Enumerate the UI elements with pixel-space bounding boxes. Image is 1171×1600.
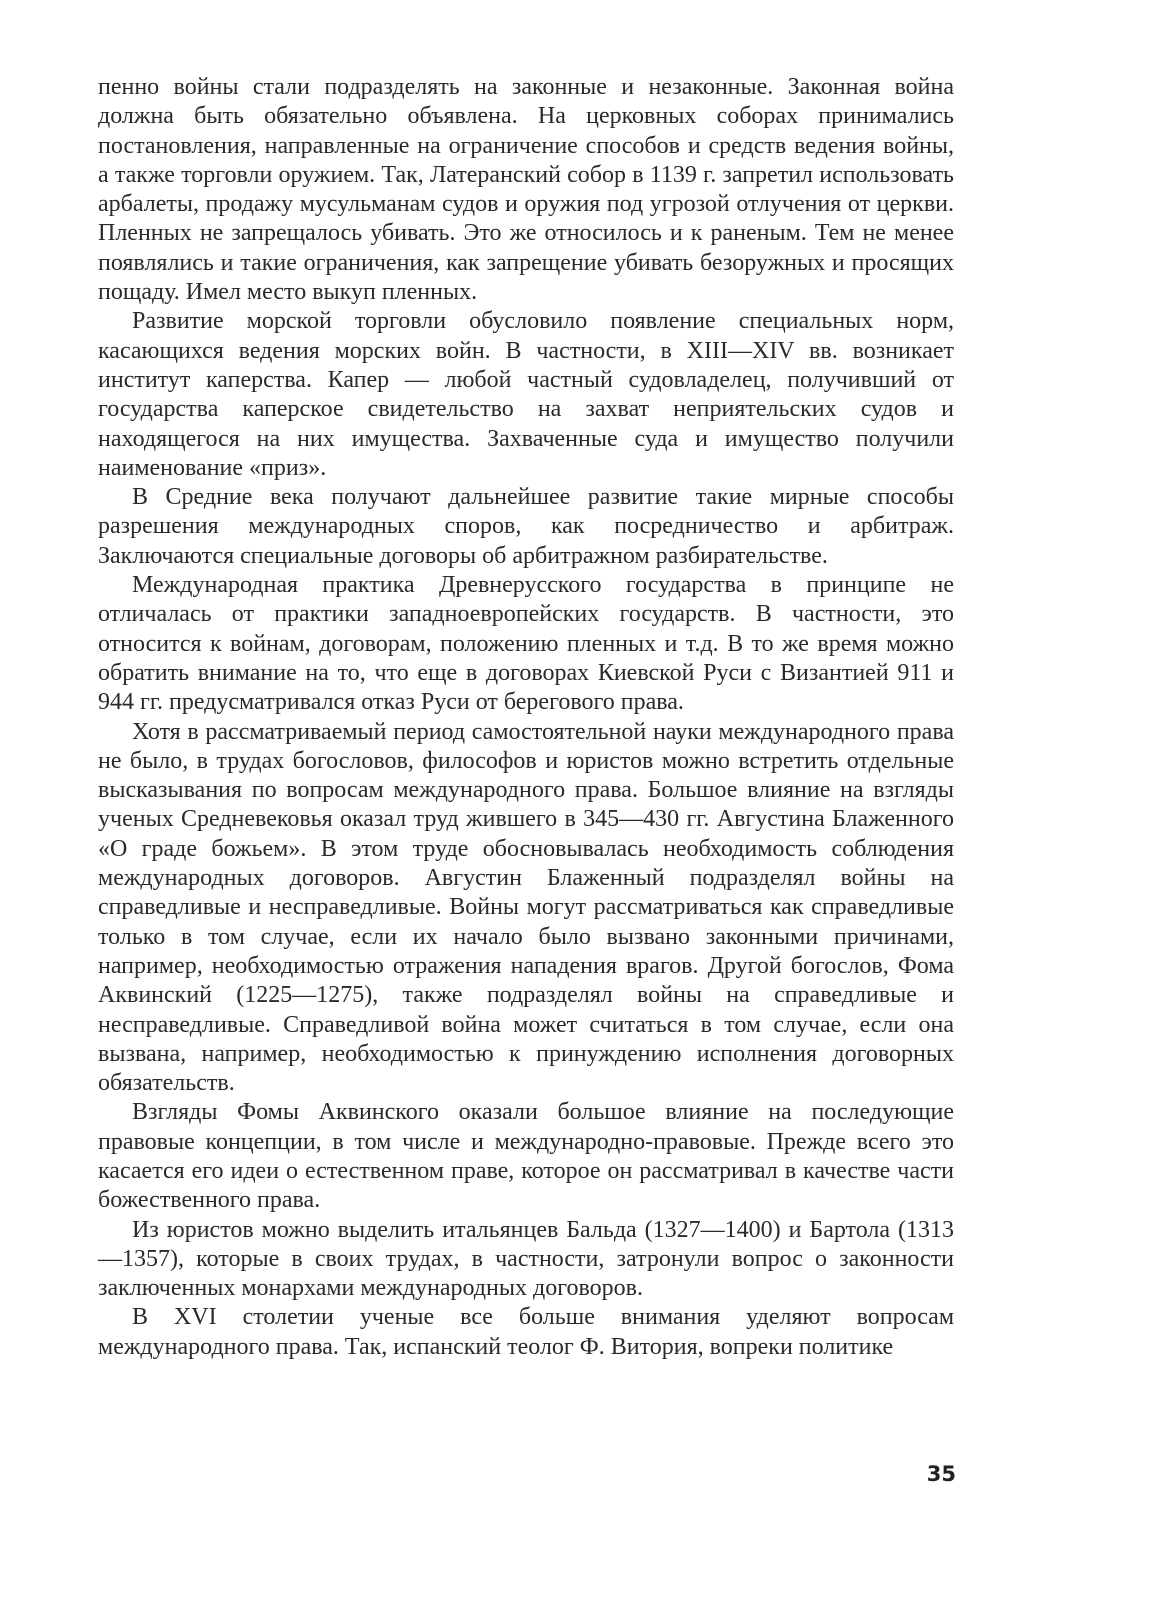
page-body — [98, 73, 954, 1362]
paragraph-6: Взгляды Фомы Аквинского оказали большое влияние на последующие правовые концепции, в том числе и международно-правовые. Прежде всего это касается его идеи о естественном праве, которое он рассматривал в качестве части божественного права. — [98, 1099, 954, 1214]
page-number: 35 — [926, 1462, 956, 1486]
paragraph-2: Развитие морской торговли обусловило появление специальных норм, касающихся ведения морских войн. В частности, в XIII—XIV вв. возникает институт каперства. Капер — любой частный судовладелец, получивший от государства каперское свидетельство на захват неприятельских судов и находящегося на них имущества. Захваченные суда и имущество получили наименование «приз». — [98, 308, 954, 481]
paragraph-4: Международная практика Древнерусского государства в принципе не отличалась от практики западноевропейских государств. В частности, это относится к войнам, договорам, положению пленных и т.д. В то же время можно обратить внимание на то, что еще в договорах Киевской Руси с Византией 911 и 944 гг. предусматривался отказ Руси от берегового права. — [98, 572, 954, 716]
paragraph-7: Из юристов можно выделить итальянцев Бальда (1327—1400) и Бартола (1313—1357), которые в своих трудах, в частности, затронули вопрос о законности заключенных монархами международных договоров. — [98, 1216, 954, 1302]
paragraph-1: пенно войны стали подразделять на законные и незаконные. Законная война должна быть обязательно объявлена. На церковных соборах принимались постановления, направленные на ограничение способов и средств ведения войны, а также торговли оружием. Так, Латеранский собор в 1139 г. запретил использовать арбалеты, продажу мусульманам судов и оружия под угрозой отлучения от церкви. Пленных не запрещалось убивать. Это же относилось и к раненым. Тем не менее появлялись и такие ограничения, как запрещение убивать безоружных и просящих пощаду. Имел место выкуп пленных. — [98, 74, 954, 306]
paragraph-5: Хотя в рассматриваемый период самостоятельной науки международного права не было, в трудах богословов, философов и юристов можно встретить отдельные высказывания по вопросам международного права. Большое влияние на взгляды ученых Средневековья оказал труд жившего в 345—430 гг. Августина Блаженного «О граде божьем». В этом труде обосновывалась необходимость соблюдения международных договоров. Августин Блаженный подразделял войны на справедливые и несправедливые. Войны могут рассматриваться как справедливые только в том случае, если их начало было вызвано законными причинами, например, необходимостью отражения нападения врагов. Другой богослов, Фома Аквинский (1225—1275), также подразделял войны на справедливые и несправедливые. Справедливой война может считаться в том случае, если она вызвана, например, необходимостью к принуждению исполнения договорных обязательств. — [98, 718, 954, 1097]
paragraph-3: В Средние века получают дальнейшее развитие такие мирные способы разрешения международных споров, как посредничество и арбитраж. Заключаются специальные договоры об арбитражном разбирательстве. — [98, 484, 954, 569]
paragraph-8: В XVI столетии ученые все больше внимания уделяют вопросам международного права. Так, испанский теолог Ф. Витория, вопреки политике — [98, 1304, 954, 1360]
